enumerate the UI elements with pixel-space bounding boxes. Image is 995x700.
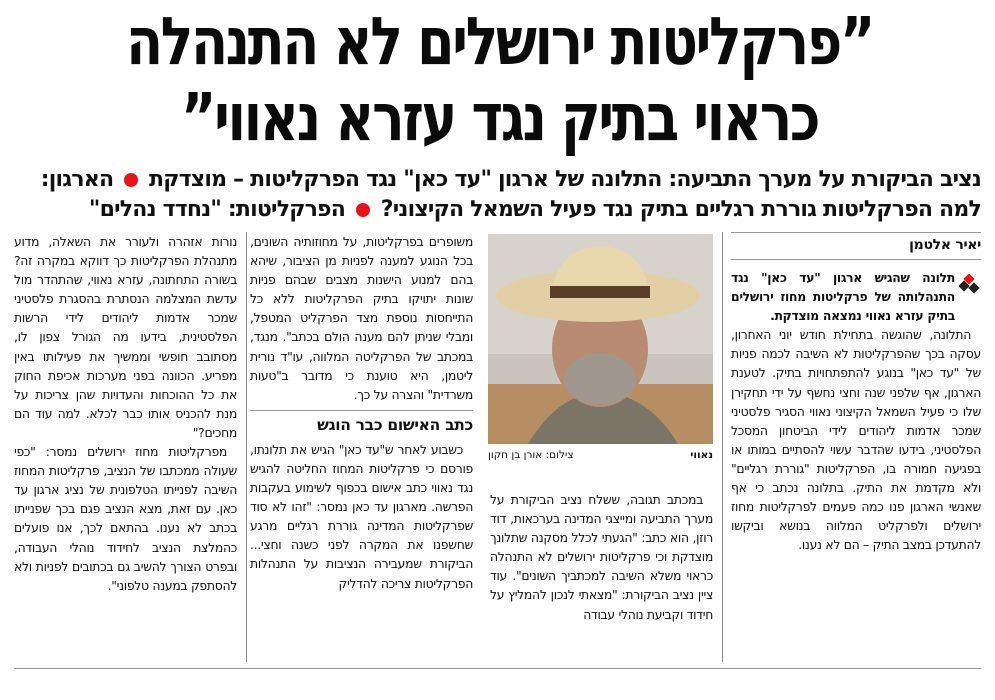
subhead-line-2	[14, 195, 981, 225]
article-body-col4b: מפרקליטות מחוז ירושלים נמסר: "כפי שעולה ממכתבו של הנציב, פרקליטות המחוז השיבה לפנייתו הטלפונית של נציג ארגון עד כאן. עם זאת, מצא הנציב פגם בכך שפנייתו בכתב לא נענו. בהתאם לכך, אנו פועלים כהמלצת הנציב לחידוד נוהלי העבודה, ובפרט הצורך להשיב גם בכתובים לפניות ולא להסתפק במענה טלפוני".	[14, 444, 237, 593]
subhead-line-1-text: נציב הביקורת על מערך התביעה: התלונה של ארגון "עד כאן" נגד הפרקליטות – מוצדקת	[149, 167, 981, 192]
headline-line-1: ”פרקליטות ירושלים לא התנהלה	[125, 3, 874, 80]
headline	[105, 4, 895, 156]
headline-line-2: כראוי בתיק נגד עזרא נאווי”	[180, 79, 819, 156]
article-column-1	[731, 232, 981, 554]
article-lead-text: תלונה שהגיש ארגון "עד כאן" נגד התנהלותה של פרקליטות מחוז ירושלים בתיק עזרא נאווי נמצאה מוצדקת.	[731, 270, 955, 324]
photo-credit: צילום: אורן בן חקון	[488, 449, 574, 461]
portrait-photo	[488, 234, 713, 444]
newspaper-logo-icon	[959, 274, 981, 296]
article-body-col3a: משופרים בפרקליטות, על מחוזותיה השונים, בכל הנוגע למענה לפניות מן הציבור, שיהא בהם למנוע הישנות מצבים שבהם פניות שונות יתויקו בתיק הפרקליטות ללא כל התייחסות נוספת מצד הפרקליט המטפל, ומבלי שניתן להם מענה הולם בכתב". מנגד, במכתב של הפרקליטה המלווה, עו"ד נורית ליטמן, היא טוענת כי מדובר ב"טעות משרדית" והצרה על כך.	[250, 234, 473, 402]
author-byline: יאיר אלטמן	[731, 232, 981, 260]
photo-caption	[488, 448, 713, 462]
article-body-col3b: כשבוע לאחר ש"עד כאן" הגיש את תלונתו, פורסם כי פרקליטות המחוז החליטה להגיש נגד נאווי כתב אישום בכפוף לשימוע בעקבות הפרשה. מארגון עד כאן נמסר: "זהו לא סוד שפרקליטות המדינה גוררת רגליים מרגע שחשפנו את המקרה לפני כשנה וחצי... הביקורת שמעבירה הנציבות על התנהלות הפרקליטות צריכה להדליק	[250, 441, 473, 591]
section-heading: כתב האישום כבר הוגש	[250, 410, 473, 436]
page-bottom-rule	[14, 668, 981, 669]
column-divider	[246, 232, 247, 662]
red-bullet-icon	[124, 173, 138, 187]
subheadline	[14, 165, 981, 225]
photo-caption-name: נאווי	[690, 449, 713, 461]
article-body-col2: במכתב תגובה, ששלח נציב הביקורת על מערך התביעה ומייצגי המדינה בערכאות, דוד רוזן, הוא כתב: "הגעתי לכלל מסקנה שתלונך מוצדקת וכי פרקליטות ירושלים לא התנהלה כראוי משלא השיבה למכתביך השונים". עוד ציין נציב הביקורת: "מצאתי לנכון להמליץ על חידוד וקביעת נוהלי עבודה	[490, 492, 713, 622]
subhead-line-1	[14, 165, 981, 195]
article-column-3	[250, 232, 473, 593]
subhead-line-2-text: למה הפרקליטות גוררת רגליים בתיק נגד פעיל השמאל הקיצוני?	[380, 197, 981, 222]
article-body-col1: התלונה, שהוגשה בתחילת חודש יוני האחרון, עסקה בכך שהפרקליטות לא השיבה לכמה פניות של "עד כאן" בנוגע להתפתחויות בתיק. לטענת הארגון, אף שלפני שנה וחצי נחשף על ידי תחקירן שלו כי פעיל השמאל הקיצוני נאווי הסגיר פלסטיני שמכר אדמות ליהודים לידי הביטחון המסכל הפלסטיני, בידעו שהדבר עשוי להסתיים במותו או בפגיעה חמורה בו, הפרקליטות "גוררת רגליים" ולא מקדמת את התיק. בתלונה נכתב כי אף שאנשי הארגון פנו כמה פעמים לפרקליטות מחוז ירושלים ולפרקליט המלווה בנושא וביקשו להתעדכן במצב התיק – הם לא נענו.	[731, 327, 981, 553]
column-divider	[722, 232, 723, 662]
red-bullet-icon	[356, 203, 370, 217]
article-column-4	[14, 232, 237, 595]
subhead-line-2-end: הפרקליטות: "נחדד נהלים"	[88, 197, 346, 222]
portrait-image	[488, 234, 713, 444]
article-column-2	[490, 490, 713, 624]
article-lead	[731, 268, 981, 325]
subhead-line-1-end: הארגון:	[40, 167, 114, 192]
article-body-col4a: נורות אזהרה ולעורר את השאלה, מדוע מתנהלת הפרקליטות כך דווקא במקרה זה? בשורה התחתונה, עזרא נאווי, שהתהדר מול עדשת המצלמה הנסתרת בהסגרת פלסטיני שמכר אדמות ליהודים לידי הרשות הפלסטינית, בידעו מה הגורל צפון לו, מסתובב חופשי וממשיך את פעילותו באין מפריע. הכוונה בפני מערכות אכיפת החוק את כל ההוכחות והעדויות שהן צריכות על מנת להכניס אותו כבר לכלא. למה עוד הם מחכים?"	[14, 234, 237, 440]
